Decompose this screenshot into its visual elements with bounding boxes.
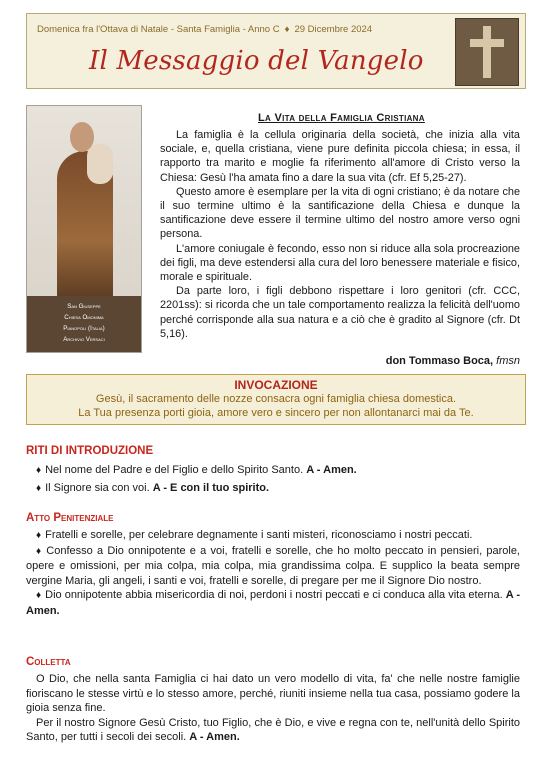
article-title: La Vita della Famiglia Cristiana xyxy=(258,112,425,124)
colletta-paragraph: O Dio, che nella santa Famiglia ci hai dato un vero modello di vita, fa' che nelle nostre famiglie fioriscano le stesse virtù e lo stesso amore, perché, riuniti insieme nella tua casa, possiamo godere la gioia senza fine. xyxy=(26,673,520,714)
atto-title: Atto Penitenziale xyxy=(26,512,114,524)
caption-line: San Giuseppe xyxy=(67,303,101,310)
riti-line-1 xyxy=(36,464,357,476)
header-banner xyxy=(26,13,526,89)
atto-paragraph xyxy=(26,528,520,544)
author-suffix: fmsn xyxy=(496,355,520,367)
article-signature xyxy=(160,355,520,367)
riti-title: RITI DI INTRODUZIONE xyxy=(26,445,154,457)
author-name: don Tommaso Boca, xyxy=(385,355,494,367)
bullet-diamond-icon: ♦ xyxy=(36,590,42,601)
bullet-diamond-icon: ♦ xyxy=(36,465,42,476)
saint-joseph-image xyxy=(26,105,142,353)
article-paragraph: La famiglia è la cellula originaria della società, che inizia alla vita sociale, e, quella cristiana, viene pure definita piccola chiesa; in essa, il rapporto tra marito e moglie fa riferimento all'amore di Cristo verso la Chiesa: Gesù l'ha amata fino a dare la sua vita (cfr. Ef 5,25-27). xyxy=(160,129,520,184)
article-paragraph: Questo amore è esemplare per la vita di ogni cristiano; è da notare che il suo termine ultimo è la santificazione della Chiesa e dunque la santificazione deve essere il termine ultimo del nostro amore verso ogni persona. xyxy=(160,185,520,241)
atto-p3-text: Dio onnipotente abbia misericordia di noi, perdoni i nostri peccati e ci conduca alla vita eterna. xyxy=(45,589,503,601)
riti-line-2 xyxy=(36,482,269,494)
bullet-diamond-icon: ♦ xyxy=(36,483,42,494)
riti-line-2-response: A - E con il tuo spirito. xyxy=(152,482,270,494)
riti-line-1-text: Nel nome del Padre e del Figlio e dello Spirito Santo. xyxy=(45,464,304,476)
colletta-p2-response: A - Amen. xyxy=(189,731,240,743)
bullet-diamond-icon: ♦ xyxy=(36,545,43,557)
article-body xyxy=(160,128,520,341)
riti-line-1-response: A - Amen. xyxy=(306,464,357,476)
colletta-p2-text: Per il nostro Signore Gesù Cristo, tuo Figlio, che è Dio, e vive e regna con te, nell'unità dello Spirito Santo, per tutti i secoli dei secoli. xyxy=(26,716,520,743)
invocation-line: La Tua presenza porti gioia, amore vero e sincero per non allontanarci mai da Te. xyxy=(78,407,474,419)
occasion-text: Domenica fra l'Ottava di Natale - Santa Famiglia - Anno C xyxy=(37,24,280,35)
riti-line-2-text: Il Signore sia con voi. xyxy=(45,482,150,494)
page-title: Il Messaggio del Vangelo xyxy=(89,46,424,76)
atto-p1-text: Fratelli e sorelle, per celebrare degnamente i santi misteri, riconosciamo i nostri peccati. xyxy=(45,529,473,541)
article-paragraph: L'amore coniugale è fecondo, esso non si riduce alla sola procreazione dei figli, ma deve estendersi alla cura del loro benessere materiale e fisico, morale e spirituale. xyxy=(160,242,520,284)
header-meta xyxy=(37,24,372,35)
invocation-box xyxy=(26,374,526,425)
date-text: 29 Dicembre 2024 xyxy=(294,24,373,35)
atto-p3-response: A - Amen. xyxy=(26,589,520,617)
cross-horizontal-beam xyxy=(470,39,504,47)
statue-child xyxy=(87,144,113,184)
cross-icon xyxy=(455,18,519,86)
atto-p2-text: Confesso a Dio onnipotente e a voi, fratelli e sorelle, che ho molto peccato in pensieri, parole, opere e omissioni, per mia colpa, mia colpa, mia grandissima colpa. E supplico la beata sempre vergine Maria, gli angeli, i santi e voi, fratelli e sorelle, di pregare per me il Signore Dio nostro. xyxy=(26,544,520,587)
separator-diamond-icon: ♦ xyxy=(284,24,290,35)
bullet-diamond-icon: ♦ xyxy=(36,530,42,541)
invocation-line: Gesù, il sacramento delle nozze consacra ogni famiglia chiesa domestica. xyxy=(95,393,457,405)
colletta-title: Colletta xyxy=(26,656,71,668)
atto-paragraph xyxy=(26,544,520,589)
colletta-body xyxy=(26,672,520,745)
cross-vertical-beam xyxy=(483,26,491,78)
colletta-paragraph xyxy=(26,716,520,745)
image-caption xyxy=(27,296,141,352)
atto-body xyxy=(26,528,520,618)
caption-line: Pianopoli (Italia) xyxy=(63,325,105,332)
atto-paragraph xyxy=(26,588,520,618)
caption-line: Archivio Versaci xyxy=(63,336,105,343)
caption-line: Chiesa Omonima xyxy=(64,314,104,321)
article-paragraph: Da parte loro, i figli debbono rispettare i loro genitori (cfr. CCC, 2201ss): si ricorda che un tale comportamento realizza la felicità dell'uomo perché corrisponde alla sua natura e a ciò che è gradito al Signore (cfr. Dt 5,16). xyxy=(160,285,520,340)
invocation-title: INVOCAZIONE xyxy=(234,378,318,392)
